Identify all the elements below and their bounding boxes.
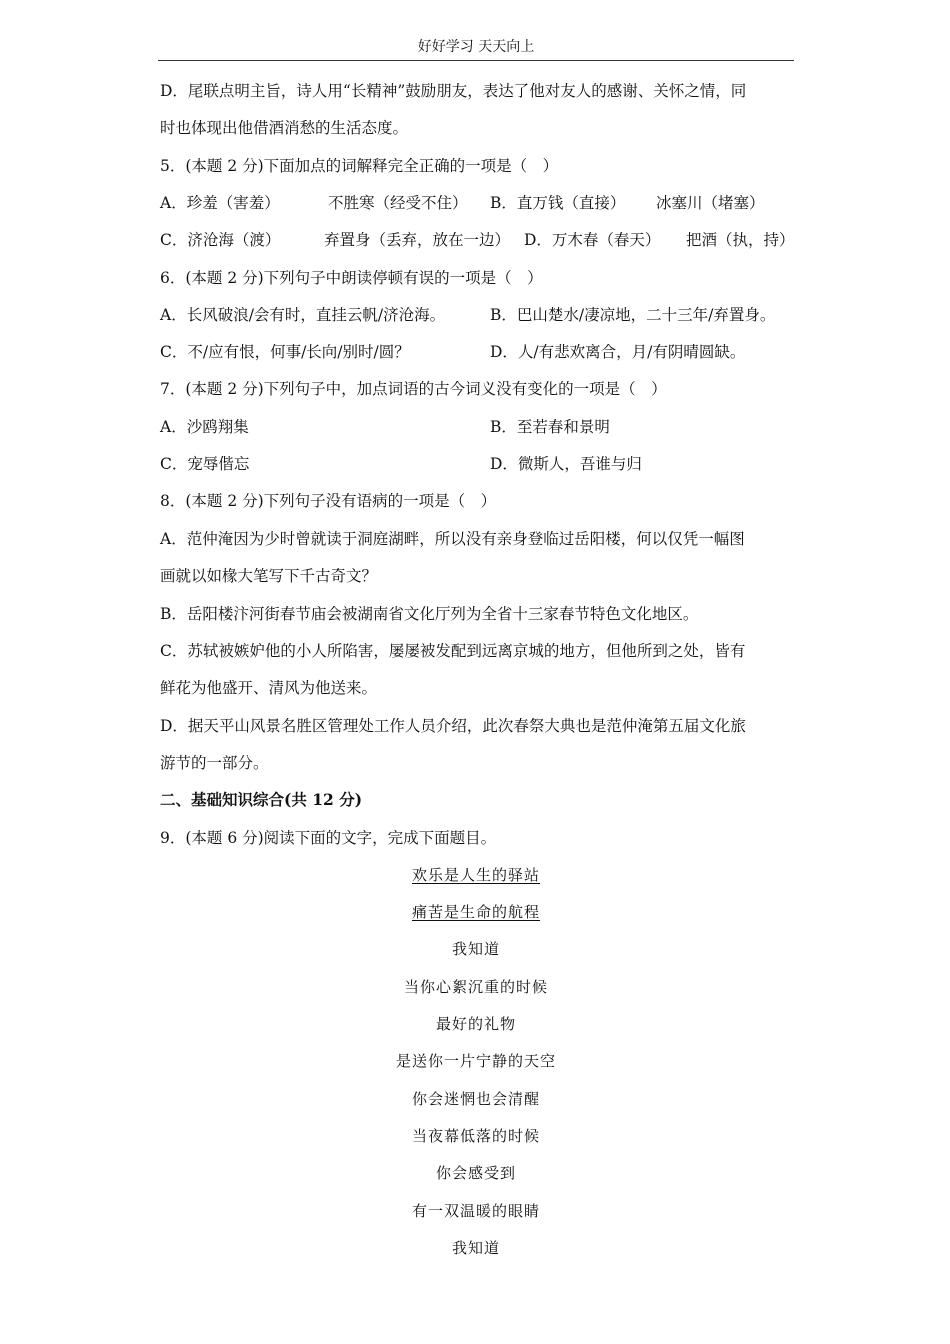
q5-options-cd — [160, 230, 796, 250]
poem-line: 有一双温暖的眼睛 — [411, 1202, 540, 1220]
q6-option-b: B．巴山楚水/凄凉地，二十三年/弃置身。 — [490, 306, 776, 324]
q4-option-d-line2: 时也体现出他借酒消愁的生活态度。 — [160, 119, 409, 137]
poem-line-underlined: 欢乐是人生的驿站 — [411, 866, 540, 884]
q5-option-d: D．万木春（春天） — [524, 231, 661, 249]
poem-line: 当夜幕低落的时候 — [411, 1127, 540, 1145]
poem-line: 是送你一片宁静的天空 — [395, 1052, 556, 1070]
q5-option-a: A．珍羞（害羞） — [160, 194, 280, 212]
q7-stem: 7．(本题 2 分)下列句子中，加点词语的古今词义没有变化的一项是（ ） — [160, 380, 667, 398]
q8-option-c-line2: 鲜花为他盛开、清风为他送来。 — [160, 679, 378, 697]
q9-stem: 9．(本题 6 分)阅读下面的文字，完成下面题目。 — [160, 829, 497, 847]
q8-option-c-line1: C．苏轼被嫉妒他的小人所陷害，屡屡被发配到远离京城的地方，但他所到之处，皆有 — [160, 642, 746, 660]
q7-options-cd — [160, 454, 796, 474]
poem-line: 最好的礼物 — [435, 1015, 516, 1033]
q7-option-b: B．至若春和景明 — [490, 418, 610, 436]
q5-option-b-second: 冰塞川（堵塞） — [656, 194, 765, 212]
section-title: 二、基础知识综合(共 12 分) — [160, 790, 363, 809]
poem-line — [160, 902, 792, 922]
q6-option-d: D．人/有悲欢离合，月/有阴晴圆缺。 — [490, 343, 746, 361]
poem-line: 我知道 — [451, 940, 500, 958]
q5-option-d-second: 把酒（执，持） — [686, 231, 795, 249]
q8-option-b: B．岳阳楼汴河街春节庙会被湖南省文化厅列为全省十三家春节特色文化地区。 — [160, 605, 699, 623]
q5-stem: 5．(本题 2 分)下面加点的词解释完全正确的一项是（ ） — [160, 157, 559, 175]
q5-option-c-second: 弃置身（丢弃，放在一边） — [324, 231, 511, 249]
q6-options-ab — [160, 305, 796, 325]
q7-option-c: C．宠辱偕忘 — [160, 455, 250, 473]
q5-options-ab — [160, 193, 796, 213]
q4-option-d-line1: D．尾联点明主旨，诗人用“长精神”鼓励朋友，表达了他对友人的感谢、关怀之情，同 — [160, 82, 747, 100]
q7-options-ab — [160, 417, 796, 437]
poem-line: 我知道 — [451, 1239, 500, 1257]
q6-option-c: C．不/应有恨，何事/长向/别时/圆？ — [160, 343, 410, 361]
q6-option-a: A．长风破浪/会有时，直挂云帆/济沧海。 — [160, 306, 446, 324]
header-divider — [158, 60, 794, 61]
poem-line: 你会迷惘也会清醒 — [411, 1090, 540, 1108]
q5-option-b: B．直万钱（直接） — [490, 194, 626, 212]
page-header: 好好学习 天天向上 — [417, 39, 535, 55]
q8-option-a-line1: A．范仲淹因为少时曾就读于洞庭湖畔，所以没有亲身登临过岳阳楼，何以仅凭一幅图 — [160, 530, 745, 548]
q7-option-d: D．微斯人，吾谁与归 — [490, 455, 642, 473]
q5-option-c: C．济沧海（渡） — [160, 231, 281, 249]
q5-option-a-second: 不胜寒（经受不住） — [328, 194, 468, 212]
poem-line: 你会感受到 — [435, 1164, 516, 1182]
q7-option-a: A．沙鸥翔集 — [160, 418, 249, 436]
poem-line — [160, 865, 792, 885]
q8-stem: 8．(本题 2 分)下列句子没有语病的一项是（ ） — [160, 492, 497, 510]
poem-line: 当你心絮沉重的时候 — [403, 978, 548, 996]
q8-option-a-line2: 画就以如椽大笔写下千古奇文？ — [160, 567, 378, 585]
q6-stem: 6．(本题 2 分)下列句子中朗读停顿有误的一项是（ ） — [160, 269, 543, 287]
q6-options-cd — [160, 342, 796, 362]
q8-option-d-line1: D．据天平山风景名胜区管理处工作人员介绍，此次春祭大典也是范仲淹第五届文化旅 — [160, 717, 746, 735]
q8-option-d-line2: 游节的一部分。 — [160, 754, 269, 772]
poem-line-underlined: 痛苦是生命的航程 — [411, 903, 540, 921]
